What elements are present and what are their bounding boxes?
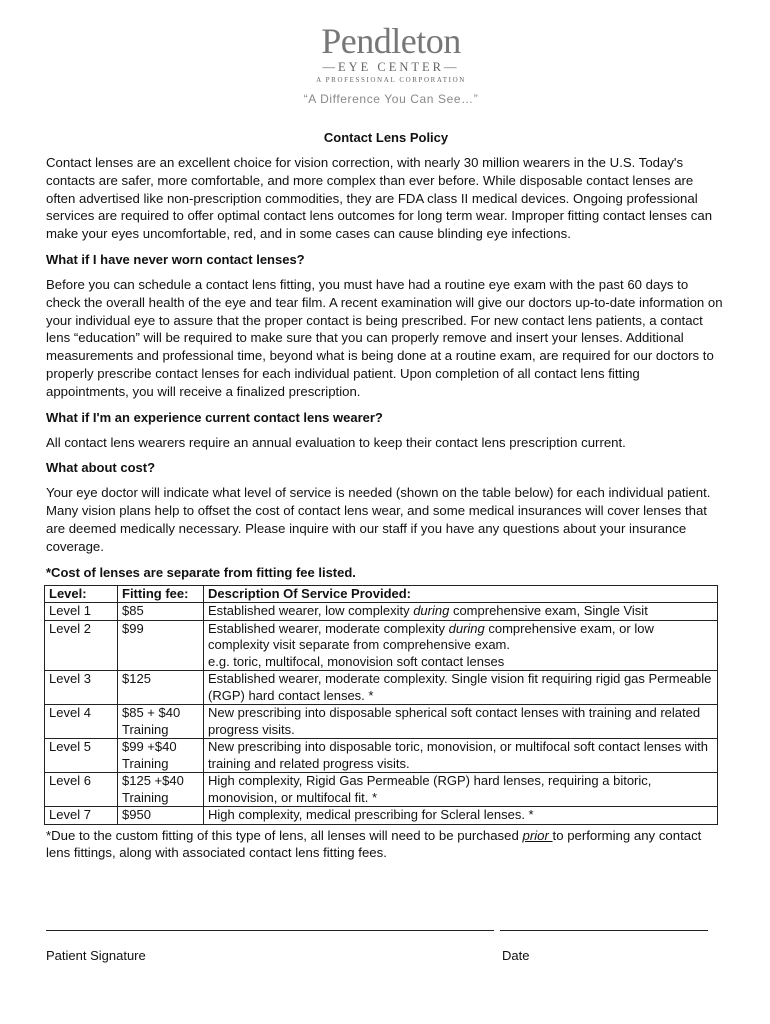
section-body-cost: Your eye doctor will indicate what level of service is needed (shown on the table below) for each individual patient. Many vision plans help to offset the cost of contact lens wear, and some medical insurances will cover lenses that are deemed medically necessary. Please inquire with our staff if you have any questions about your insurance coverage. (46, 485, 711, 554)
patient-signature-line[interactable] (46, 930, 494, 931)
footnote (46, 827, 726, 861)
fitting-fee-table (44, 585, 718, 825)
table-row (45, 807, 718, 825)
fee-cell: $950 (118, 807, 204, 825)
section-body-new-wearer: Before you can schedule a contact lens fitting, you must have had a routine eye exam with the past 60 days to check the overall health of the eye and tear film. A recent examination will give our doctors up-to-date information on your individual eye to assure that the proper contact is being prescribed. For new contact lens patients, a contact lens “education” will be required to make sure that you can properly remove and insert your lenses. Additional measurements and professional time, beyond what is being done at a routine exam, are required for our doctors to properly prescribe contact lenses for each individual patient. Upon completion of all contact lens fitting appointments, you will receive a finalized prescription. (46, 276, 723, 399)
header-description: Description Of Service Provided: (204, 585, 718, 603)
section-heading-cost: What about cost? (46, 460, 156, 476)
cost-note: *Cost of lenses are separate from fitting fee listed. (46, 564, 356, 580)
header-level: Level: (45, 585, 118, 603)
description-example: e.g. toric, multifocal, monovision soft contact lenses (208, 653, 505, 669)
section-body-current-wearer: All contact lens wearers require an annual evaluation to keep their contact lens prescription current. (46, 434, 626, 450)
level-cell: Level 1 (45, 603, 118, 621)
level-cell: Level 6 (45, 773, 118, 807)
table-row (45, 671, 718, 705)
table-row (45, 705, 718, 739)
patient-signature-label: Patient Signature (46, 948, 146, 963)
description-text: comprehensive exam, Single Visit (449, 603, 648, 619)
table-row (45, 603, 718, 621)
logo-corporation: A PROFESSIONAL CORPORATION (316, 76, 466, 84)
level-cell: Level 5 (45, 739, 118, 773)
description-emphasis: during (448, 620, 485, 636)
description-text: Established wearer, moderate complexity (208, 620, 449, 636)
date-line[interactable] (500, 930, 708, 931)
description-cell: High complexity, Rigid Gas Permeable (RGP) hard lenses, requiring a bitoric, monovision, or multifocal fit. * (204, 773, 718, 807)
footnote-text: *Due to the custom fitting of this type of lens, all lenses will need to be purchased (46, 827, 523, 843)
header-fitting-fee: Fitting fee: (118, 585, 204, 603)
document-body (46, 130, 726, 861)
level-cell: Level 2 (45, 620, 118, 671)
description-cell (204, 603, 718, 621)
fee-cell: $125 (118, 671, 204, 705)
footnote-text: to performing any contact lens fittings, along with associated contact lens fitting fees. (46, 827, 702, 860)
intro-paragraph: Contact lenses are an excellent choice for vision correction, with nearly 30 million wearers in the U.S. Today's contacts are safer, more comfortable, and more complex than ever before. While disposable contact lenses are often advertised like non-prescription commodities, they are FDA class II medical devices. Ongoing professional services are required to offer optimal contact lens outcomes for long term wear. Improper fitting contact lenses can make your eyes uncomfortable, red, and in some cases can cause blinding eye infections. (46, 155, 713, 242)
description-emphasis: during (413, 603, 450, 619)
fee-cell: $99 +$40 Training (118, 739, 204, 773)
footnote-emphasis: prior (522, 827, 553, 843)
fee-cell: $85 + $40 Training (118, 705, 204, 739)
fee-cell: $85 (118, 603, 204, 621)
level-cell: Level 4 (45, 705, 118, 739)
section-heading-current-wearer: What if I'm an experience current contact lens wearer? (46, 409, 383, 425)
fee-cell: $99 (118, 620, 204, 671)
letterhead (0, 22, 770, 106)
description-cell: New prescribing into disposable spherical soft contact lenses with training and related progress visits. (204, 705, 718, 739)
description-cell: New prescribing into disposable toric, monovision, or multifocal soft contact lenses with training and related progress visits. (204, 739, 718, 773)
description-cell: Established wearer, moderate complexity. Single vision fit requiring rigid gas Permeable (RGP) hard contact lenses. * (204, 671, 718, 705)
description-cell (204, 620, 718, 671)
table-row (45, 773, 718, 807)
fee-cell: $125 +$40 Training (118, 773, 204, 807)
description-cell: High complexity, medical prescribing for Scleral lenses. * (204, 807, 718, 825)
table-row (45, 739, 718, 773)
level-cell: Level 7 (45, 807, 118, 825)
description-text: comprehensive exam, or low complexity visit separate from comprehensive exam. (208, 620, 654, 653)
level-cell: Level 3 (45, 671, 118, 705)
section-heading-new-wearer: What if I have never worn contact lenses? (46, 251, 305, 267)
page-title: Contact Lens Policy (323, 130, 449, 145)
logo-name: Pendleton (321, 21, 461, 61)
table-header-row (45, 585, 718, 603)
description-text: Established wearer, low complexity (208, 603, 414, 619)
table-row (45, 620, 718, 671)
logo-subtitle: —EYE CENTER— (322, 60, 460, 74)
date-label: Date (502, 948, 530, 963)
tagline: “A Difference You Can See…” (303, 92, 479, 106)
